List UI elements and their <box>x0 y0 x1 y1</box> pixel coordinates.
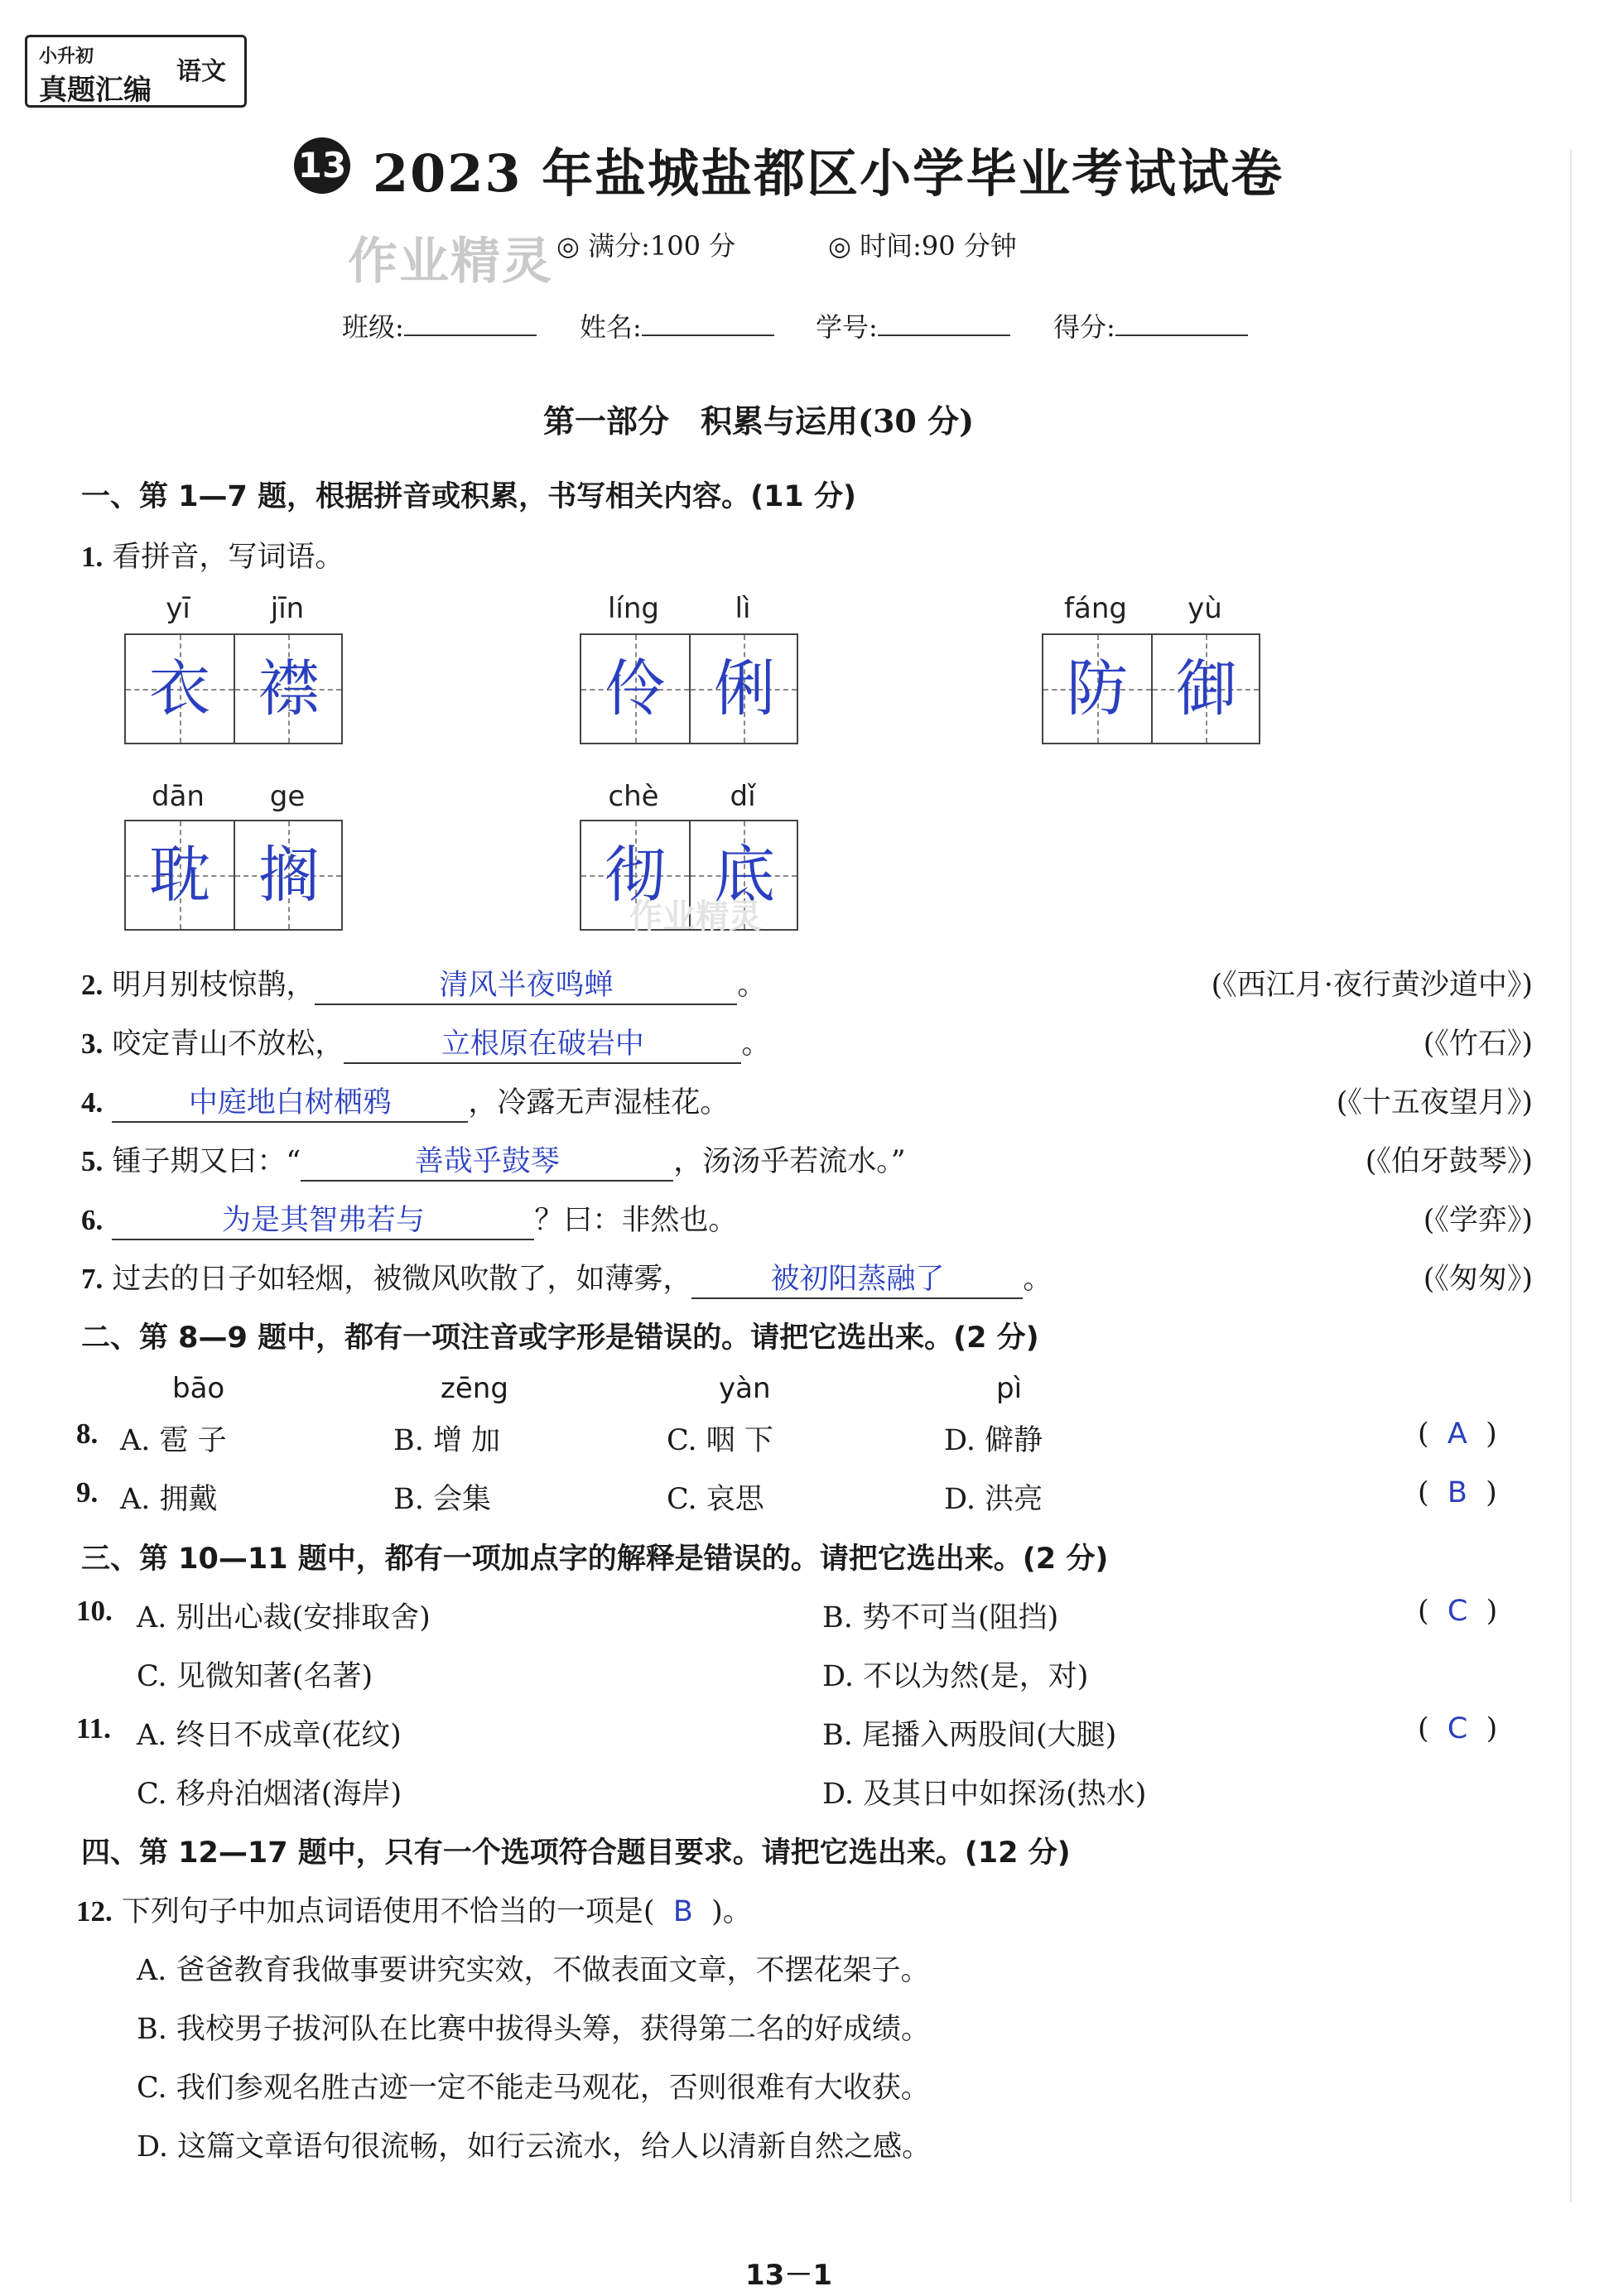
option-c[interactable]: C. 移舟泊烟渚(海岸) <box>137 1778 402 1811</box>
word-grid-1[interactable] <box>124 633 343 744</box>
section-title: 第一部分 积累与运用(30 分) <box>543 402 975 440</box>
exam-number: 13 <box>294 137 350 194</box>
option-b[interactable]: B. 会集 <box>393 1483 491 1516</box>
word-grid-4[interactable] <box>124 820 343 931</box>
watermark: 作业精灵 <box>348 233 553 291</box>
field-score-label: 得分: <box>1053 311 1115 343</box>
part3-heading: 三、第 10—11 题中，都有一项加点字的解释是错误的。请把它选出来。(2 分) <box>81 1543 1109 1576</box>
source: (《学弈》) <box>1423 1204 1533 1237</box>
q3 <box>81 1021 770 1064</box>
option-d[interactable]: D. 不以为然(是，对) <box>822 1660 1089 1693</box>
answer-box[interactable]: ( C ) <box>1418 1712 1498 1745</box>
page-title: 2023 年盐城盐都区小学毕业考试试卷 <box>373 143 1284 204</box>
answer-mark[interactable]: B <box>672 1895 693 1928</box>
option-d[interactable]: D. 僻静 <box>944 1424 1043 1457</box>
q6 <box>81 1197 737 1240</box>
pinyin: fáng <box>1064 592 1127 625</box>
source: (《匆匆》) <box>1423 1263 1533 1296</box>
q-before: 明月别枝惊鹊， <box>112 969 316 1002</box>
q12-text: 下列句子中加点词语使用不恰当的一项是( <box>121 1895 655 1928</box>
option-a[interactable]: A. 终日不成章(花纹) <box>137 1719 402 1752</box>
option-a[interactable]: A. 别出心裁(安排取舍) <box>137 1601 431 1634</box>
q2 <box>81 962 766 1005</box>
q4 <box>81 1080 729 1123</box>
option-d[interactable]: D. 这篇文章语句很流畅，如行云流水，给人以清新自然之感。 <box>137 2130 932 2164</box>
field-score[interactable] <box>1053 306 1248 344</box>
option-d[interactable]: D. 洪亮 <box>944 1483 1043 1516</box>
option-a[interactable]: A. 雹 子 <box>120 1424 227 1457</box>
q1-number: 1. <box>81 541 104 573</box>
pinyin: zēng <box>441 1372 508 1405</box>
q1-text: 看拼音，写词语。 <box>112 541 344 574</box>
answer-char: 耽 <box>149 840 210 911</box>
answer-char: 御 <box>1176 653 1237 724</box>
q-after: ，汤汤乎若流水。” <box>673 1145 906 1178</box>
q12-stem <box>76 1889 752 1930</box>
field-name[interactable] <box>580 306 774 344</box>
option-b[interactable]: B. 尾播入两股间(大腿) <box>822 1719 1117 1752</box>
pinyin: dān <box>152 780 205 813</box>
q-after: ？曰：非然也。 <box>534 1204 738 1237</box>
answer-blank[interactable]: 为是其智弗若与 <box>112 1197 534 1240</box>
badge-line1: 小升初 <box>39 46 94 67</box>
answer-blank[interactable]: 立根原在破岩中 <box>344 1021 741 1064</box>
option-c[interactable]: C. 咽 下 <box>667 1424 773 1457</box>
pinyin: bāo <box>172 1372 225 1405</box>
q-number: 6. <box>81 1204 104 1236</box>
q5 <box>81 1138 906 1182</box>
option-d[interactable]: D. 及其日中如探汤(热水) <box>822 1778 1147 1811</box>
pinyin: pì <box>996 1372 1023 1405</box>
q7 <box>81 1256 1052 1299</box>
pinyin: yī <box>166 592 190 625</box>
answer-box[interactable]: ( B ) <box>1418 1476 1497 1509</box>
badge-line2: 真题汇编 <box>39 74 152 107</box>
answer-char: 彻 <box>605 840 666 911</box>
watermark: 作业精灵 <box>629 898 762 936</box>
score-info: ◎ 满分:100 分 <box>556 230 736 262</box>
option-c[interactable]: C. 哀思 <box>667 1483 764 1516</box>
q-after: ，冷露无声湿桂花。 <box>468 1086 730 1119</box>
source: (《十五夜望月》) <box>1336 1086 1533 1119</box>
answer-blank[interactable]: 被初阳蒸融了 <box>691 1256 1023 1299</box>
pinyin: líng <box>607 592 660 625</box>
field-class[interactable] <box>342 306 537 344</box>
pinyin: lì <box>735 592 751 625</box>
answer-blank[interactable]: 善哉乎鼓琴 <box>301 1138 673 1182</box>
time-info: ◎ 时间:90 分钟 <box>828 230 1017 262</box>
answer-blank[interactable]: 清风半夜鸣蝉 <box>315 962 737 1005</box>
option-a[interactable]: A. 拥戴 <box>120 1483 218 1516</box>
q1-stem <box>81 534 344 575</box>
answer-char: 防 <box>1067 653 1128 724</box>
q8-number <box>76 1418 98 1451</box>
q-number: 8. <box>76 1418 99 1450</box>
q10-number <box>76 1595 113 1628</box>
pinyin: dǐ <box>730 780 756 813</box>
answer-char: 底 <box>714 840 775 911</box>
answer-blank[interactable]: 中庭地白树栖鸦 <box>112 1080 468 1123</box>
q-number: 12. <box>76 1895 113 1928</box>
field-id[interactable] <box>816 306 1010 344</box>
option-c[interactable]: C. 见微知著(名著) <box>137 1660 373 1693</box>
source: (《竹石》) <box>1423 1028 1533 1061</box>
option-a[interactable]: A. 爸爸教育我做事要讲究实效，不做表面文章，不摆花架子。 <box>137 1954 930 1987</box>
q-before: 锺子期又曰：“ <box>112 1145 301 1178</box>
part2-heading: 二、第 8—9 题中，都有一项注音或字形是错误的。请把它选出来。(2 分) <box>81 1321 1039 1355</box>
answer-box[interactable]: ( A ) <box>1418 1418 1497 1451</box>
q11-number <box>76 1712 111 1745</box>
source: (《西江月·夜行黄沙道中》) <box>1211 969 1533 1002</box>
q-before: 咬定青山不放松， <box>112 1028 344 1061</box>
option-b[interactable]: B. 势不可当(阻挡) <box>822 1601 1059 1634</box>
answer-char: 衣 <box>149 653 210 724</box>
pinyin: ge <box>269 780 306 813</box>
part4-heading: 四、第 12—17 题中，只有一个选项符合题目要求。请把它选出来。(12 分) <box>81 1836 1071 1870</box>
answer-mark: A <box>1447 1418 1467 1451</box>
q-after: 。 <box>741 1028 771 1061</box>
field-name-label: 姓名: <box>580 311 642 343</box>
answer-char: 搁 <box>258 840 320 911</box>
badge-subject: 语文 <box>176 57 226 86</box>
answer-box[interactable]: ( C ) <box>1418 1595 1498 1628</box>
answer-mark: C <box>1447 1595 1468 1628</box>
source: (《伯牙鼓琴》) <box>1365 1145 1533 1178</box>
answer-mark: B <box>1447 1476 1467 1509</box>
q-number: 7. <box>81 1263 104 1295</box>
answer-char: 伶 <box>605 653 666 724</box>
option-b[interactable]: B. 增 加 <box>393 1424 501 1457</box>
answer-char: 襟 <box>258 653 320 724</box>
pinyin: yàn <box>719 1372 771 1405</box>
q-number: 2. <box>81 969 104 1001</box>
page-edge-divider <box>1570 149 1572 2202</box>
pinyin: jīn <box>270 592 305 625</box>
q-number: 5. <box>81 1145 104 1177</box>
q9-number <box>76 1476 98 1509</box>
pinyin: chè <box>608 780 659 813</box>
pinyin: yù <box>1187 592 1222 625</box>
q-number: 3. <box>81 1028 104 1060</box>
q12-stem-end: )。 <box>711 1895 752 1928</box>
q-after: 。 <box>737 969 767 1002</box>
answer-mark: C <box>1447 1712 1468 1745</box>
answer-char: 俐 <box>714 653 775 724</box>
q-before: 过去的日子如轻烟，被微风吹散了，如薄雾， <box>112 1263 692 1296</box>
q-number: 4. <box>81 1086 104 1119</box>
word-grid-2[interactable] <box>580 633 798 744</box>
part1-heading: 一、第 1—7 题，根据拼音或积累，书写相关内容。(11 分) <box>81 480 856 513</box>
q-number: 10. <box>76 1595 113 1627</box>
option-c[interactable]: C. 我们参观名胜古迹一定不能走马观花，否则很难有大收获。 <box>137 2072 930 2105</box>
field-class-label: 班级: <box>342 311 404 343</box>
series-badge <box>25 35 247 108</box>
option-b[interactable]: B. 我校男子拔河队在比赛中拔得头筹，获得第二名的好成绩。 <box>137 2013 930 2046</box>
page-number: 13－1 <box>745 2259 832 2292</box>
q-after: 。 <box>1023 1263 1053 1296</box>
q-number: 9. <box>76 1476 99 1509</box>
field-id-label: 学号: <box>816 311 878 343</box>
word-grid-3[interactable] <box>1042 633 1260 744</box>
q-number: 11. <box>76 1712 111 1745</box>
